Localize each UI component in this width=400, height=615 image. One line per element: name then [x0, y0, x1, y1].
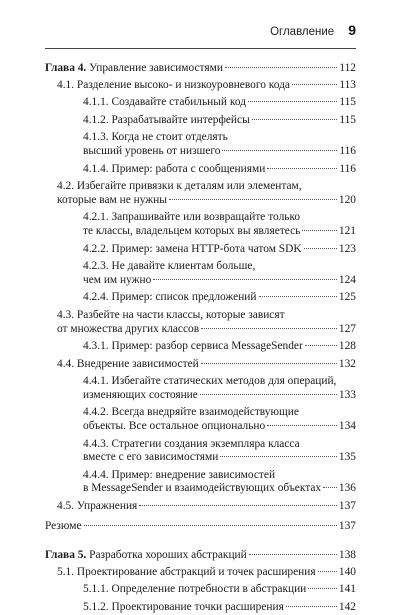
- toc-entry-title: 4.3.1. Пример: разбор сервиса MessageSender: [83, 340, 303, 353]
- toc-entry-line: [57, 180, 356, 194]
- toc-entry-title: те классы, владельцем которых вы являетесь: [83, 224, 301, 237]
- dot-leader: [225, 67, 337, 68]
- dot-leader: [169, 199, 337, 200]
- toc-section[interactable]: [45, 309, 356, 336]
- toc-page-number: 136: [338, 482, 356, 495]
- chapter-label: Глава 5.: [45, 549, 87, 562]
- toc-page-number: 113: [339, 78, 356, 91]
- toc-subsection[interactable]: [45, 375, 356, 402]
- toc-subsection[interactable]: [45, 260, 356, 287]
- dot-leader: [292, 84, 337, 85]
- toc-entry-line: [83, 420, 356, 434]
- toc-entry-title: вместе с его зависимостями: [83, 451, 219, 464]
- toc-entry-title: Резюме: [45, 519, 82, 532]
- dot-leader: [84, 525, 337, 526]
- toc-subsection[interactable]: [45, 406, 356, 433]
- toc-page-number: 134: [338, 420, 356, 433]
- page-number: 9: [348, 22, 356, 38]
- toc-page-number: 132: [338, 357, 356, 370]
- toc-page-number: 128: [338, 340, 356, 353]
- toc-page-number: 124: [338, 273, 356, 286]
- toc-entry-line: [83, 375, 356, 389]
- toc-entry-title: Разработка хороших абстракций: [89, 549, 247, 562]
- chapter-label: Глава 4.: [45, 62, 87, 74]
- dot-leader: [267, 425, 337, 426]
- toc-page-number: 115: [339, 96, 356, 109]
- toc-subsection[interactable]: [45, 340, 356, 354]
- dot-leader: [201, 363, 337, 364]
- toc-entry-line: [83, 451, 356, 465]
- dot-leader: [267, 168, 337, 169]
- toc-entry-title: которые вам не нужны: [57, 193, 167, 206]
- toc-entry-title: 4.4. Внедрение зависимостей: [57, 357, 199, 370]
- running-head: [270, 22, 356, 38]
- dot-leader: [220, 456, 337, 457]
- toc-section[interactable]: [45, 79, 356, 93]
- toc-entry-title: 4.2. Избегайте привязки к деталям или элементам,: [57, 180, 302, 193]
- toc-subsection[interactable]: [45, 469, 356, 496]
- toc-section[interactable]: [45, 358, 356, 372]
- toc-subsection[interactable]: [45, 243, 356, 257]
- toc-entry-line: [83, 469, 356, 483]
- toc-entry-line: [83, 340, 356, 354]
- toc-entry-line: [83, 482, 356, 496]
- toc-entry-line: [45, 549, 356, 563]
- toc-entry-line: [57, 500, 356, 514]
- toc-entry-title: 4.5. Упражнения: [57, 500, 138, 513]
- toc-entry-title: 4.1.1. Создавайте стабильный код: [83, 96, 246, 109]
- toc-page-number: 137: [338, 519, 356, 532]
- toc-chapter[interactable]: [45, 520, 356, 534]
- toc-entry-title: в MessageSender и взаимодействующих объектах: [83, 482, 322, 495]
- toc-subsection[interactable]: [45, 583, 356, 597]
- dot-leader: [259, 296, 337, 297]
- toc-page-number: 138: [338, 549, 356, 562]
- toc-entry-line: [57, 79, 356, 93]
- toc-entry-line: [83, 225, 356, 239]
- dot-leader: [286, 606, 337, 607]
- toc-section[interactable]: [45, 180, 356, 207]
- toc-chapter[interactable]: [45, 549, 356, 563]
- dot-leader: [249, 554, 337, 555]
- toc-entry-title: 4.1.2. Разрабатывайте интерфейсы: [83, 113, 250, 126]
- toc-entry-title: 4.4.1. Избегайте статических методов для операций,: [83, 375, 337, 388]
- toc-section[interactable]: [45, 500, 356, 514]
- toc-entry-title: 4.1.4. Пример: работа с сообщениями: [83, 162, 266, 175]
- toc-subsection[interactable]: [45, 291, 356, 305]
- toc-entry-title: изменяющих состояние: [83, 388, 198, 401]
- toc-page-number: 141: [338, 583, 356, 596]
- dot-leader: [139, 505, 337, 506]
- toc-page-number: 142: [338, 601, 356, 613]
- toc-entry-line: [83, 131, 356, 145]
- toc-subsection[interactable]: [45, 114, 356, 128]
- toc-entry-title: 4.3. Разбейте на части классы, которые зависят: [57, 308, 285, 321]
- toc-entry-line: [83, 163, 356, 177]
- dot-leader: [252, 119, 338, 120]
- toc-entry-line: [57, 358, 356, 372]
- toc-entry-line: [83, 211, 356, 225]
- toc-subsection[interactable]: [45, 163, 356, 177]
- dot-leader: [248, 101, 337, 102]
- toc-entry-title: объекты. Все остальное опционально: [83, 420, 266, 433]
- toc-entry-title: чем им нужно: [83, 273, 152, 286]
- toc-entry-line: [83, 601, 356, 615]
- toc-entry-line: [83, 114, 356, 128]
- toc-page-number: 120: [338, 193, 356, 206]
- toc-entry-line: [45, 62, 356, 76]
- toc-entry-title: 4.4.2. Всегда внедряйте взаимодействующие: [83, 406, 299, 419]
- dot-leader: [308, 588, 337, 589]
- running-head-title: Оглавление: [270, 26, 335, 38]
- toc-entry-title: 4.2.4. Пример: список предложений: [83, 291, 257, 304]
- toc-entry-line: [57, 566, 356, 580]
- toc-entry-title: 5.1. Проектирование абстракций и точек расширения: [57, 565, 316, 578]
- toc-entry-line: [57, 309, 356, 323]
- toc-entry-line: [57, 194, 356, 208]
- toc-chapter[interactable]: [45, 62, 356, 76]
- toc-entry-title: 4.2.3. Не давайте клиентам больше,: [83, 260, 256, 273]
- toc-entry-line: [45, 520, 356, 534]
- toc-entry-line: [83, 145, 356, 159]
- toc-entry-title: 4.4.4. Пример: внедрение зависимостей: [83, 468, 276, 481]
- toc-subsection[interactable]: [45, 211, 356, 238]
- toc-page-number: 116: [339, 144, 356, 157]
- toc-entry-line: [83, 438, 356, 452]
- toc-entry-line: [83, 243, 356, 257]
- toc-page-number: 135: [338, 451, 356, 464]
- toc-page-number: 116: [339, 162, 356, 175]
- toc-subsection[interactable]: [45, 131, 356, 158]
- toc-page-number: 133: [338, 388, 356, 401]
- toc-page-number: 112: [339, 62, 356, 74]
- toc-entry-title: от множества других классов: [57, 322, 200, 335]
- toc-entry-line: [83, 389, 356, 403]
- toc-page-number: 125: [338, 291, 356, 304]
- dot-leader: [201, 328, 337, 329]
- toc-entry-title: 5.1.1. Определение потребности в абстракции: [83, 583, 307, 596]
- toc-entry-line: [83, 406, 356, 420]
- dot-leader: [304, 248, 337, 249]
- toc-entry-title: 4.2.2. Пример: замена HTTP-бота чатом SDK: [83, 242, 302, 255]
- toc-entry-line: [83, 274, 356, 288]
- dot-leader: [200, 394, 337, 395]
- toc-subsection[interactable]: [45, 438, 356, 465]
- toc-subsection[interactable]: [45, 96, 356, 110]
- toc-entry-title: 4.4.3. Стратегии создания экземпляра класса: [83, 437, 300, 450]
- dot-leader: [318, 571, 337, 572]
- toc-subsection[interactable]: [45, 601, 356, 615]
- toc-entry-title: 5.1.2. Проектирование точки расширения: [83, 601, 284, 613]
- dot-leader: [323, 487, 337, 488]
- toc-page-number: 140: [338, 565, 356, 578]
- toc-page-number: 115: [339, 113, 356, 126]
- toc-page-number: 127: [338, 322, 356, 335]
- toc-entry-line: [83, 583, 356, 597]
- toc-entry-title: 4.2.1. Запрашивайте или возвращайте только: [83, 211, 301, 224]
- toc-entry-line: [83, 96, 356, 110]
- toc-page-number: 123: [338, 242, 356, 255]
- dot-leader: [302, 230, 337, 231]
- toc-section[interactable]: [45, 566, 356, 580]
- table-of-contents: [45, 62, 356, 615]
- toc-entry-line: [83, 260, 356, 274]
- toc-page-number: 137: [338, 500, 356, 513]
- toc-entry-line: [83, 291, 356, 305]
- dot-leader: [153, 279, 337, 280]
- header-rule: [45, 48, 356, 49]
- dot-leader: [305, 345, 337, 346]
- toc-entry-line: [57, 323, 356, 337]
- toc-entry-title: высший уровень от низшего: [83, 144, 221, 157]
- toc-page-number: 121: [338, 224, 356, 237]
- toc-entry-title: 4.1.3. Когда не стоит отделять: [83, 131, 228, 144]
- toc-entry-title: 4.1. Разделение высоко- и низкоуровневого кода: [57, 78, 290, 91]
- toc-entry-title: Управление зависимостями: [89, 62, 223, 74]
- dot-leader: [222, 150, 337, 151]
